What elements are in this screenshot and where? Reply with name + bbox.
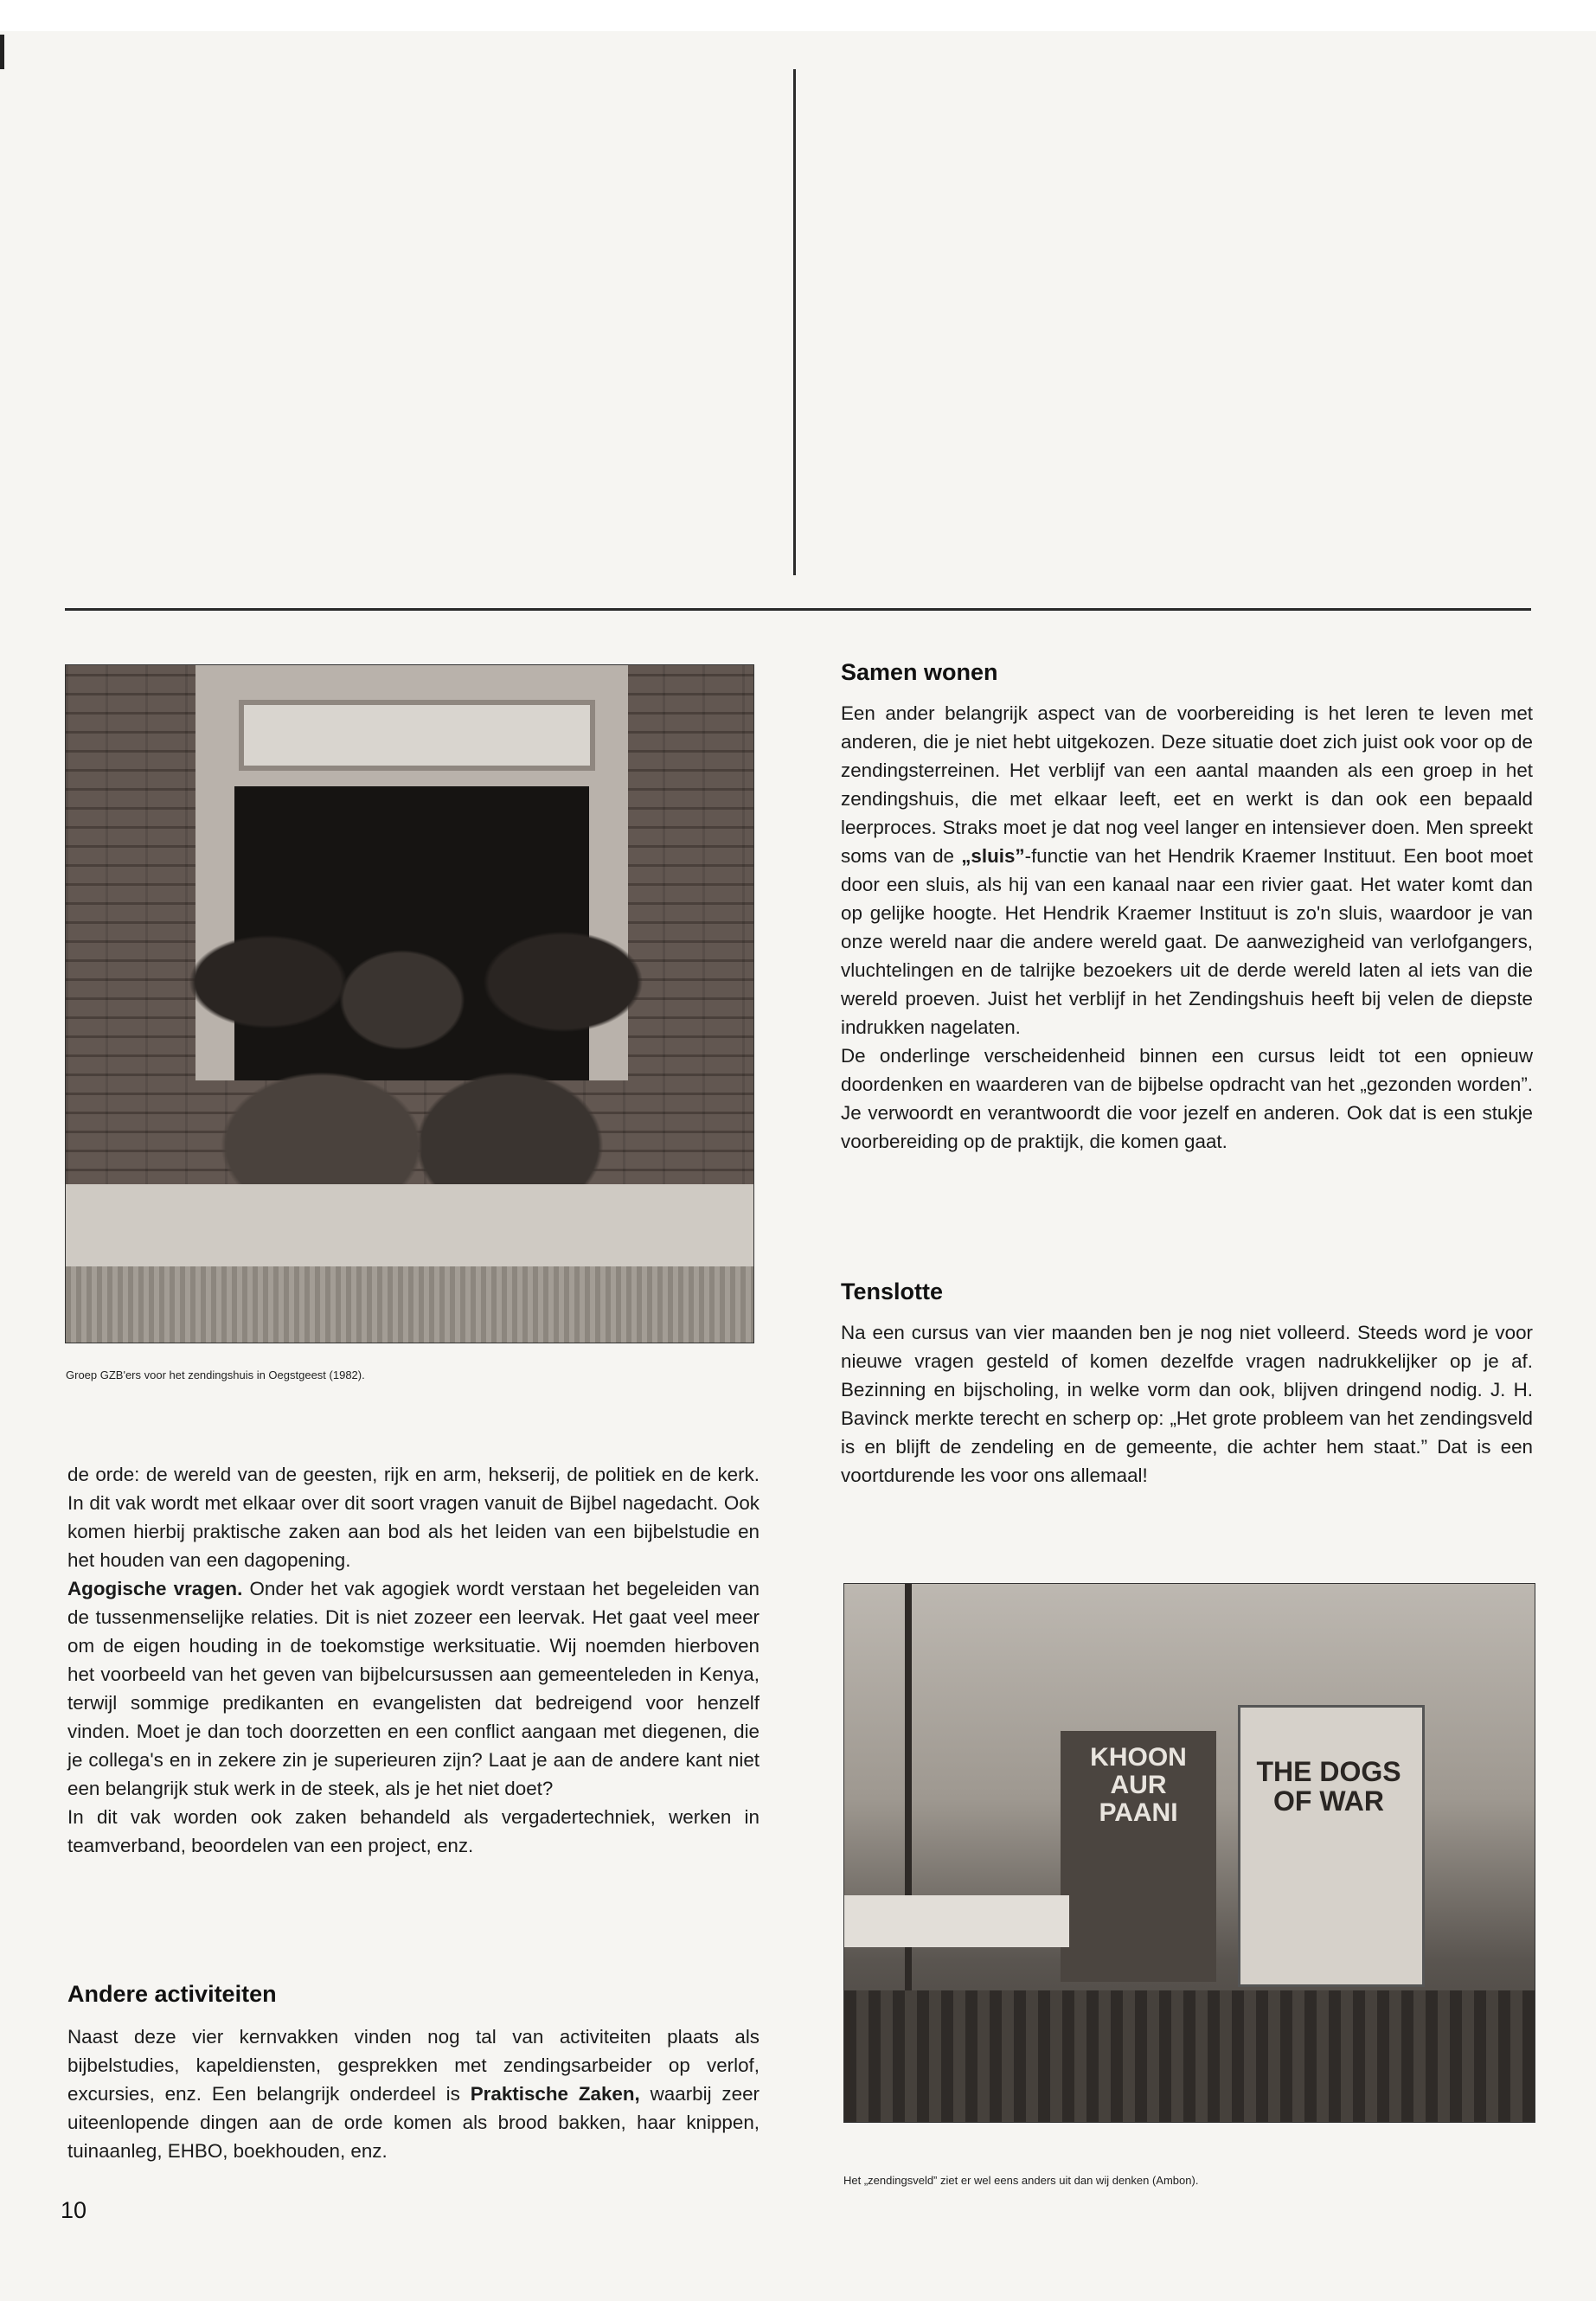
scan-top-border (0, 0, 1596, 31)
scan-edge-mark (0, 35, 4, 69)
tenslotte-text (841, 1318, 1533, 1490)
samen-bold: „sluis” (961, 845, 1025, 867)
agogisch-paragraph (67, 1574, 760, 1803)
agogisch-body: Onder het vak agogiek wordt verstaan het begeleiden van de tussenmenselijke relaties. Dit is niet zozeer een leervak. Het gaat veel meer om de eigen houding in de toekomstige werksituatie. Wij noemden hierboven het voorbeeld van het geven van bijbelcursussen aan gemeenteleden in Kenya, terwijl sommige predikanten en evangelisten dat bedreigend voor henzelf vinden. Moet je dan toch doorzetten en een conflict aangaan met diegenen, die je collega's en in zekere zin je superieuren zijn? Laat je aan de andere kant niet een belangrijk stuk werk in de steek, als je het niet doet? (67, 1578, 760, 1799)
photo-street-ground (844, 1990, 1535, 2122)
group-photo-caption: Groep GZB'ers voor het zendingshuis in Oegstgeest (1982). (66, 1368, 365, 1381)
horizontal-rule (65, 608, 1531, 611)
street-photo (843, 1583, 1535, 2123)
group-photo (65, 664, 754, 1343)
vertical-rule (793, 69, 796, 575)
intro-paragraph: de orde: de wereld van de geesten, rijk en arm, hekserij, de politiek en de kerk. In dit vak wordt met elkaar over dit soort vragen vanuit de Bijbel nagedacht. Ook komen hierbij praktische zaken aan bod als het leiden van een bijbelstudie en het houden van een dagopening. (67, 1464, 760, 1571)
photo-people (161, 873, 697, 1236)
heading-samen-wonen: Samen wonen (841, 659, 998, 685)
photo-awning (844, 1895, 1069, 1947)
photo-windows (239, 700, 595, 771)
samen-paragraph (841, 699, 1533, 1042)
page-number: 10 (61, 2197, 87, 2223)
poster-title-dogs: THE DOGS OF WAR (1256, 1756, 1401, 1817)
andere-bold: Praktische Zaken, (470, 2083, 640, 2105)
samen-paragraph-2: De onderlinge verscheidenheid binnen een cursus leidt tot een opnieuw doordenken en waarderen van de bijbelse opdracht van het „gezonden worden”. Je verwoordt en verantwoordt die voor jezelf en anderen. Ook dat is een stukje voorbereiding op de praktijk, die komen gaat. (841, 1045, 1533, 1152)
tenslotte-paragraph: Na een cursus van vier maanden ben je nog niet volleerd. Steeds word je voor nieuwe vragen gesteld of komen dezelfde vragen nadrukkelijker op je af. Bezinning en bijscholing, in welke vorm dan ook, blijven dringend nodig. J. H. Bavinck merkte terecht en scherp op: „Het grote probleem van het zendingsveld is en blijft de zendeling en de gemeente, die achter hem staat.” Dat is een voortdurende les voor ons allemaal! (841, 1322, 1533, 1486)
samen-body-1: Een ander belangrijk aspect van de voorbereiding is het leren te leven met anderen, die je niet hebt uitgekozen. Deze situatie doet zich juist ook voor op de zendingsterreinen. Het verblijf van een aantal maanden als een groep in het zendingshuis, die met elkaar leeft, eet en werkt is dan ook een bepaald leerproces. Straks moet je dat nog veel langer en intensiever doen. Men spreekt soms van de (841, 702, 1533, 867)
poster-title-khoon: KHOON AUR PAANI (1090, 1743, 1187, 1827)
heading-andere-activiteiten: Andere activiteiten (67, 1981, 277, 2007)
andere-body-2: waarbij zeer uiteenlopende dingen aan de orde komen als brood bakken, haar knippen, tuinaanleg, EHBO, boekhouden, enz. (67, 2083, 760, 2162)
heading-tenslotte: Tenslotte (841, 1279, 944, 1304)
andere-text (67, 2022, 760, 2165)
andere-body-1: Naast deze vier kernvakken vinden nog tal van activiteiten plaats als bijbelstudies, kapeldiensten, gesprekken met zendingsarbeider op verlof, excursies, enz. Een belangrijk onderdeel is (67, 2026, 760, 2105)
agogisch-lead: Agogische vragen. (67, 1578, 243, 1599)
street-photo-caption: Het „zendingsveld” ziet er wel eens anders uit dan wij denken (Ambon). (843, 2174, 1199, 2187)
agogisch-extra-paragraph: In dit vak worden ook zaken behandeld als vergadertechniek, werken in teamverband, beoordelen van een project, enz. (67, 1806, 760, 1856)
andere-paragraph (67, 2022, 760, 2165)
samen-text (841, 699, 1533, 1156)
billboard-dogs-of-war (1238, 1705, 1425, 1987)
photo-steps (66, 1184, 753, 1266)
samen-body-2: -functie van het Hendrik Kraemer Instituut. Een boot moet door een sluis, als hij van een kanaal naar een rivier gaat. Het water komt dan op gelijke hoogte. Het Hendrik Kraemer Instituut is zo'n sluis, waardoor je van onze wereld naar die andere wereld gaat. De aanwezigheid van verlofgangers, vluchtelingen en de talrijke bezoekers uit de derde wereld laten al iets van die wereld proeven. Juist het verblijf in het Zendingshuis heeft bij velen de diepste indrukken nagelaten. (841, 845, 1533, 1038)
photo-ground (66, 1266, 753, 1343)
left-column-text (67, 1460, 760, 1860)
